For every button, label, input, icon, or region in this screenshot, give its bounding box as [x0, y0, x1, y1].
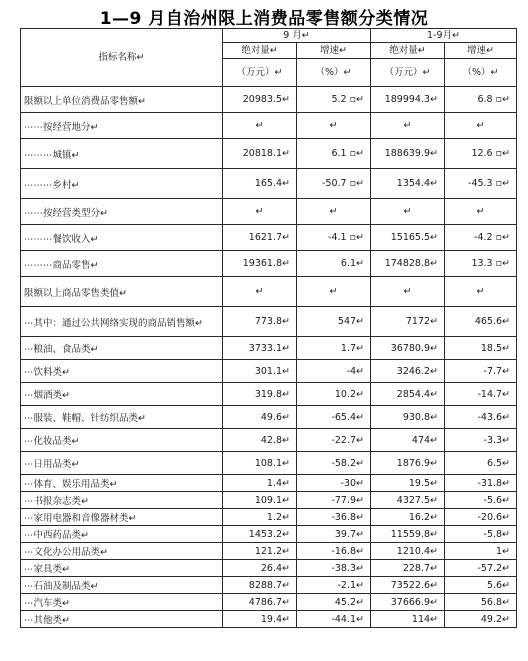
- sep-abs-cell: 165.4↵: [223, 169, 297, 199]
- sep-abs-label: 绝对量↵: [223, 43, 297, 59]
- sep-abs-cell: 19.4↵: [223, 611, 297, 628]
- sep-growth-cell: -2.1↵: [297, 577, 371, 594]
- ytd-abs-cell: ↵: [371, 277, 445, 307]
- indicator-name-cell: 限额以上商品零售类值↵: [21, 277, 223, 307]
- sep-abs-cell: 301.1↵: [223, 360, 297, 383]
- sep-abs-cell: 1453.2↵: [223, 526, 297, 543]
- ytd-growth-cell: -7.7↵: [445, 360, 517, 383]
- ytd-abs-cell: 188639.9↵: [371, 139, 445, 169]
- ytd-growth-cell: -20.6↵: [445, 509, 517, 526]
- retail-sales-table: [20, 28, 517, 628]
- sep-abs-cell: 121.2↵: [223, 543, 297, 560]
- ytd-growth-cell: ↵: [445, 113, 517, 139]
- table-row: [21, 277, 517, 307]
- ytd-growth-cell: ↵: [445, 199, 517, 225]
- table-row: [21, 199, 517, 225]
- sep-growth-cell: 547↵: [297, 307, 371, 337]
- ytd-abs-cell: 19.5↵: [371, 475, 445, 492]
- indicator-name-cell: ⋯⋯⋯城镇↵: [21, 139, 223, 169]
- ytd-growth-cell: -5.6↵: [445, 492, 517, 509]
- indicator-name-cell: ⋯⋯按经营类型分↵: [21, 199, 223, 225]
- ytd-growth-cell: 18.5↵: [445, 337, 517, 360]
- sep-abs-cell: ↵: [223, 113, 297, 139]
- sep-growth-cell: 6.1↵: [297, 251, 371, 277]
- sep-growth-cell: ↵: [297, 113, 371, 139]
- indicator-name-cell: 限额以上单位消费品零售额↵: [21, 87, 223, 113]
- indicator-name-cell: ⋯粮油、食品类↵: [21, 337, 223, 360]
- sep-abs-cell: 108.1↵: [223, 452, 297, 475]
- ytd-growth-cell: 12.6 ▫↵: [445, 139, 517, 169]
- ytd-growth-cell: ↵: [445, 277, 517, 307]
- ytd-growth-cell: -5.8↵: [445, 526, 517, 543]
- ytd-abs-cell: 7172↵: [371, 307, 445, 337]
- ytd-abs-cell: 37666.9↵: [371, 594, 445, 611]
- indicator-name-cell: ⋯体育、娱乐用品类↵: [21, 475, 223, 492]
- september-header: 9 月↵: [223, 29, 371, 43]
- table-row: [21, 406, 517, 429]
- ytd-growth-label: 增速↵: [445, 43, 517, 59]
- indicator-name-cell: ⋯汽车类↵: [21, 594, 223, 611]
- table-body: [21, 87, 517, 628]
- indicator-name-cell: ⋯饮料类↵: [21, 360, 223, 383]
- table-row: [21, 251, 517, 277]
- ytd-abs-cell: 228.7↵: [371, 560, 445, 577]
- ytd-abs-cell: 11559.8↵: [371, 526, 445, 543]
- ytd-abs-cell: 930.8↵: [371, 406, 445, 429]
- sep-growth-cell: -50.7 ▫↵: [297, 169, 371, 199]
- table-row: [21, 526, 517, 543]
- ytd-abs-cell: 1354.4↵: [371, 169, 445, 199]
- sep-growth-cell: 39.7↵: [297, 526, 371, 543]
- indicator-name-cell: ⋯服装、鞋帽、针纺织品类↵: [21, 406, 223, 429]
- sep-abs-cell: 8288.7↵: [223, 577, 297, 594]
- table-row: [21, 113, 517, 139]
- ytd-growth-cell: 6.5↵: [445, 452, 517, 475]
- sep-growth-cell: ↵: [297, 199, 371, 225]
- sep-abs-cell: 26.4↵: [223, 560, 297, 577]
- sep-growth-unit: （%）↵: [297, 59, 371, 87]
- sep-abs-cell: ↵: [223, 277, 297, 307]
- table-row: [21, 560, 517, 577]
- sep-growth-cell: -30↵: [297, 475, 371, 492]
- table-row: [21, 337, 517, 360]
- ytd-growth-cell: 5.6↵: [445, 577, 517, 594]
- sep-growth-cell: 1.7↵: [297, 337, 371, 360]
- sep-abs-cell: 1.4↵: [223, 475, 297, 492]
- sep-growth-cell: 6.1 ▫↵: [297, 139, 371, 169]
- ytd-abs-cell: 4327.5↵: [371, 492, 445, 509]
- ytd-abs-cell: 36780.9↵: [371, 337, 445, 360]
- indicator-name-cell: ⋯⋯⋯商品零售↵: [21, 251, 223, 277]
- sep-growth-cell: -44.1↵: [297, 611, 371, 628]
- sep-growth-cell: -38.3↵: [297, 560, 371, 577]
- ytd-growth-cell: -4.2 ▫↵: [445, 225, 517, 251]
- indicator-name-cell: ⋯家具类↵: [21, 560, 223, 577]
- ytd-growth-cell: 56.8↵: [445, 594, 517, 611]
- sep-growth-cell: -77.9↵: [297, 492, 371, 509]
- ytd-abs-unit: （万元）↵: [371, 59, 445, 87]
- table-row: [21, 383, 517, 406]
- ytd-abs-cell: 3246.2↵: [371, 360, 445, 383]
- table-row: [21, 611, 517, 628]
- ytd-abs-cell: 174828.8↵: [371, 251, 445, 277]
- indicator-name-cell: ⋯其中：通过公共网络实现的商品销售额↵: [21, 307, 223, 337]
- indicator-name-cell: ⋯石油及制品类↵: [21, 577, 223, 594]
- ytd-abs-cell: ↵: [371, 199, 445, 225]
- table-row: [21, 509, 517, 526]
- sep-growth-cell: ↵: [297, 277, 371, 307]
- table-row: [21, 307, 517, 337]
- ytd-abs-cell: 2854.4↵: [371, 383, 445, 406]
- table-row: [21, 225, 517, 251]
- sep-abs-cell: 3733.1↵: [223, 337, 297, 360]
- sep-abs-cell: 20818.1↵: [223, 139, 297, 169]
- sep-growth-cell: -58.2↵: [297, 452, 371, 475]
- indicator-name-cell: ⋯⋯按经营地分↵: [21, 113, 223, 139]
- sep-growth-cell: 5.2 ▫↵: [297, 87, 371, 113]
- table-row: [21, 139, 517, 169]
- ytd-abs-cell: 15165.5↵: [371, 225, 445, 251]
- ytd-growth-cell: -45.3 ▫↵: [445, 169, 517, 199]
- sep-abs-cell: 20983.5↵: [223, 87, 297, 113]
- indicator-name-cell: ⋯家用电器和音像器材类↵: [21, 509, 223, 526]
- sep-abs-cell: 319.8↵: [223, 383, 297, 406]
- sep-growth-cell: -36.8↵: [297, 509, 371, 526]
- jan-sep-header: 1-9月↵: [371, 29, 517, 43]
- ytd-abs-cell: 474↵: [371, 429, 445, 452]
- sep-growth-cell: -4↵: [297, 360, 371, 383]
- indicator-name-cell: ⋯⋯⋯乡村↵: [21, 169, 223, 199]
- ytd-growth-unit: （%）↵: [445, 59, 517, 87]
- indicator-name-cell: ⋯⋯⋯餐饮收入↵: [21, 225, 223, 251]
- table-row: [21, 360, 517, 383]
- sep-growth-cell: -22.7↵: [297, 429, 371, 452]
- sep-abs-cell: 49.6↵: [223, 406, 297, 429]
- table-row: [21, 169, 517, 199]
- sep-abs-cell: 109.1↵: [223, 492, 297, 509]
- indicator-name-cell: ⋯书报杂志类↵: [21, 492, 223, 509]
- ytd-growth-cell: 1↵: [445, 543, 517, 560]
- ytd-growth-cell: -43.6↵: [445, 406, 517, 429]
- ytd-growth-cell: -3.3↵: [445, 429, 517, 452]
- sep-abs-cell: ↵: [223, 199, 297, 225]
- indicator-name-cell: ⋯其他类↵: [21, 611, 223, 628]
- sep-abs-cell: 4786.7↵: [223, 594, 297, 611]
- ytd-growth-cell: 6.8 ▫↵: [445, 87, 517, 113]
- ytd-abs-label: 绝对量↵: [371, 43, 445, 59]
- sep-abs-unit: （万元）↵: [223, 59, 297, 87]
- sep-growth-cell: 10.2↵: [297, 383, 371, 406]
- ytd-abs-cell: 1210.4↵: [371, 543, 445, 560]
- ytd-growth-cell: 49.2↵: [445, 611, 517, 628]
- sep-growth-cell: -65.4↵: [297, 406, 371, 429]
- ytd-abs-cell: 189994.3↵: [371, 87, 445, 113]
- ytd-abs-cell: 16.2↵: [371, 509, 445, 526]
- sep-abs-cell: 1.2↵: [223, 509, 297, 526]
- ytd-growth-cell: -31.8↵: [445, 475, 517, 492]
- ytd-abs-cell: 73522.6↵: [371, 577, 445, 594]
- indicator-name-header: 指标名称↵: [21, 29, 223, 87]
- ytd-abs-cell: 114↵: [371, 611, 445, 628]
- sep-growth-cell: -16.8↵: [297, 543, 371, 560]
- table-row: [21, 543, 517, 560]
- ytd-growth-cell: 465.6↵: [445, 307, 517, 337]
- indicator-name-cell: ⋯烟酒类↵: [21, 383, 223, 406]
- table-row: [21, 429, 517, 452]
- indicator-name-cell: ⋯化妆品类↵: [21, 429, 223, 452]
- table-row: [21, 577, 517, 594]
- table-row: [21, 452, 517, 475]
- sep-abs-cell: 1621.7↵: [223, 225, 297, 251]
- ytd-growth-cell: -14.7↵: [445, 383, 517, 406]
- sep-abs-cell: 19361.8↵: [223, 251, 297, 277]
- table-row: [21, 492, 517, 509]
- ytd-growth-cell: -57.2↵: [445, 560, 517, 577]
- table-row: [21, 475, 517, 492]
- table-row: [21, 594, 517, 611]
- ytd-abs-cell: ↵: [371, 113, 445, 139]
- sep-abs-cell: 773.8↵: [223, 307, 297, 337]
- table-row: [21, 87, 517, 113]
- indicator-name-cell: ⋯中西药品类↵: [21, 526, 223, 543]
- sep-abs-cell: 42.8↵: [223, 429, 297, 452]
- sep-growth-label: 增速↵: [297, 43, 371, 59]
- indicator-name-cell: ⋯日用品类↵: [21, 452, 223, 475]
- indicator-name-cell: ⋯文化办公用品类↵: [21, 543, 223, 560]
- sep-growth-cell: 45.2↵: [297, 594, 371, 611]
- page-title: 1—9 月自治州限上消费品零售额分类情况: [99, 9, 429, 29]
- ytd-abs-cell: 1876.9↵: [371, 452, 445, 475]
- sep-growth-cell: -4.1 ▫↵: [297, 225, 371, 251]
- ytd-growth-cell: 13.3 ▫↵: [445, 251, 517, 277]
